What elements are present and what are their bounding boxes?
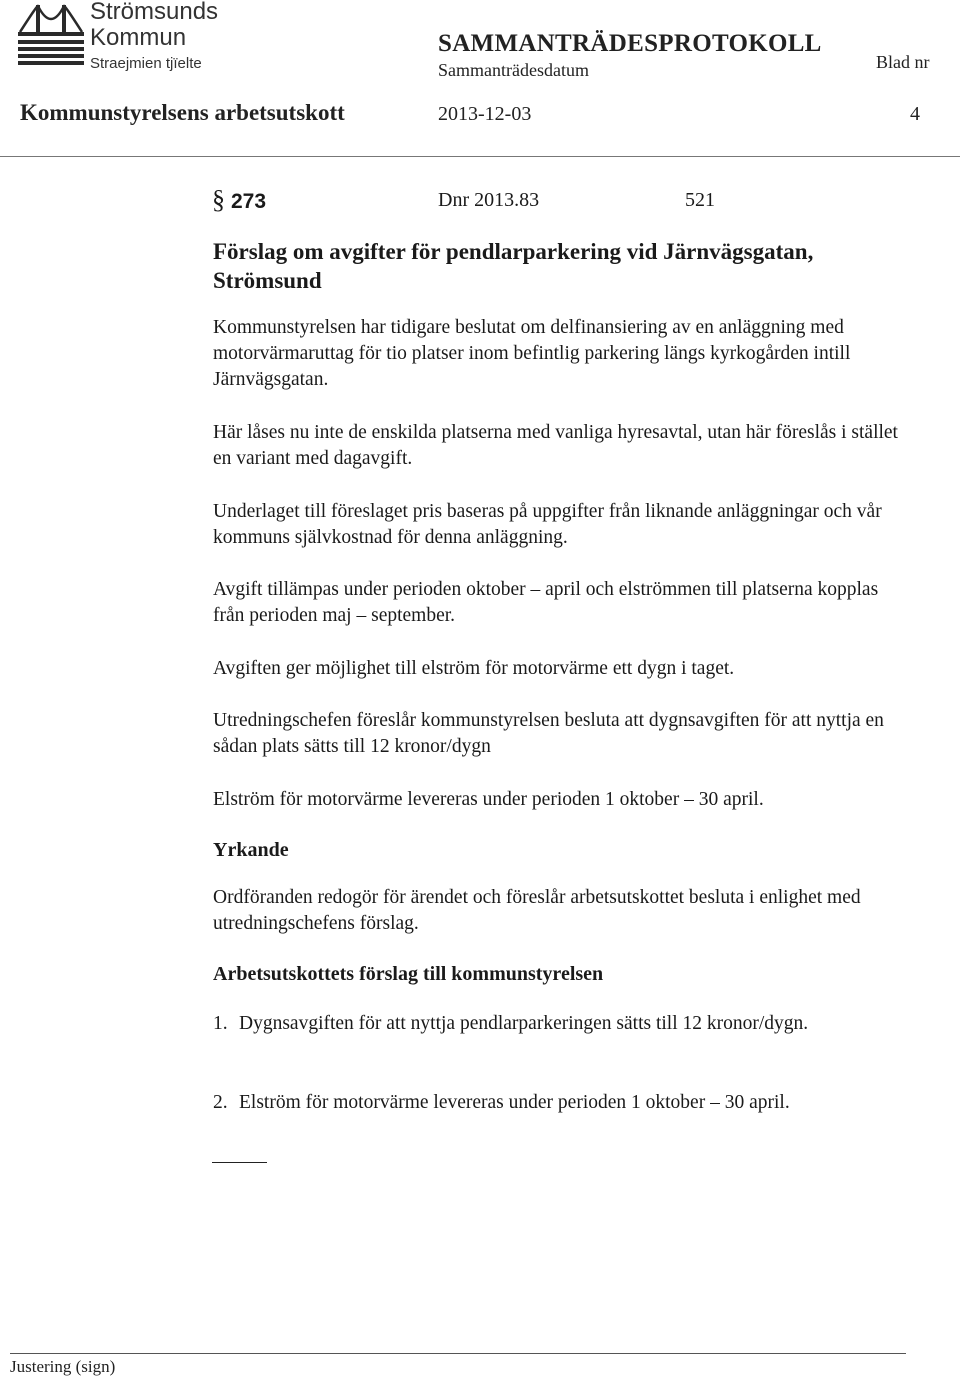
paragraph-sign: § — [212, 185, 225, 214]
list-item-text: Elström för motorvärme levereras under perioden 1 oktober – 30 april. — [239, 1092, 790, 1113]
meeting-date-label: Sammanträdesdatum — [438, 60, 589, 80]
list-item — [213, 1090, 913, 1116]
section-title: Förslag om avgifter för pendlarparkering vid Järnvägsgatan, Strömsund — [213, 239, 814, 293]
case-number: Dnr 2013.83 — [438, 189, 540, 211]
footer-divider — [10, 1353, 906, 1354]
paragraph-id — [212, 185, 266, 215]
body-paragraph: Här låses nu inte de enskilda platserna med vanliga hyresavtal, utan här föreslås i stället en variant med dagavgift. — [213, 422, 898, 469]
logo-text — [90, 0, 218, 71]
page-label: Blad nr — [876, 52, 930, 72]
org-name-line3: Straejmien tjïelte — [90, 55, 202, 72]
committee-name: Kommunstyrelsens arbetsutskott — [20, 100, 345, 125]
list-item — [213, 1011, 913, 1037]
section-end-rule — [212, 1162, 267, 1163]
org-name-line2: Kommun — [90, 24, 187, 51]
header-divider — [0, 156, 960, 157]
case-number-extension: 521 — [685, 189, 715, 211]
body-paragraph: Underlaget till föreslaget pris baseras på uppgifter från liknande anläggningar och vår kommuns självkostnad för denna anläggning. — [213, 501, 882, 548]
list-item-number: 2. — [213, 1092, 228, 1113]
signature-label: Justering (sign) — [10, 1357, 116, 1376]
body-paragraph: Avgiften ger möjlighet till elström för motorvärme ett dygn i taget. — [213, 658, 735, 679]
list-item-text: Dygnsavgiften för att nyttja pendlarparkeringen sätts till 12 kronor/dygn. — [239, 1013, 809, 1034]
proposal-heading: Arbetsutskottets förslag till kommunstyrelsen — [213, 963, 604, 985]
meeting-date: 2013-12-03 — [438, 103, 532, 125]
yrkande-heading: Yrkande — [213, 839, 289, 861]
yrkande-text: Ordföranden redogör för ärendet och föreslår arbetsutskottet besluta i enlighet med utredningschefens förslag. — [213, 887, 861, 934]
body-paragraph: Elström för motorvärme levereras under perioden 1 oktober – 30 april. — [213, 789, 764, 810]
body-paragraph: Kommunstyrelsen har tidigare beslutat om delfinansiering av en anläggning med motorvärmaruttag för tio platser inom befintlig parkering längs kyrkogården intill Järnvägsgatan. — [213, 317, 851, 390]
body-paragraph: Avgift tillämpas under perioden oktober – april och elströmmen till platserna kopplas från perioden maj – september. — [213, 579, 879, 626]
paragraph-number: 273 — [231, 190, 267, 213]
document-type: SAMMANTRÄDESPROTOKOLL — [438, 30, 822, 57]
org-name-line1: Strömsunds — [90, 0, 219, 25]
body-paragraph: Utredningschefen föreslår kommunstyrelsen besluta att dygnsavgiften för att nyttja en sådan plats sätts till 12 kronor/dygn — [213, 710, 884, 757]
bridge-logo-icon — [18, 2, 84, 66]
list-item-number: 1. — [213, 1013, 228, 1034]
page-number: 4 — [910, 103, 920, 125]
